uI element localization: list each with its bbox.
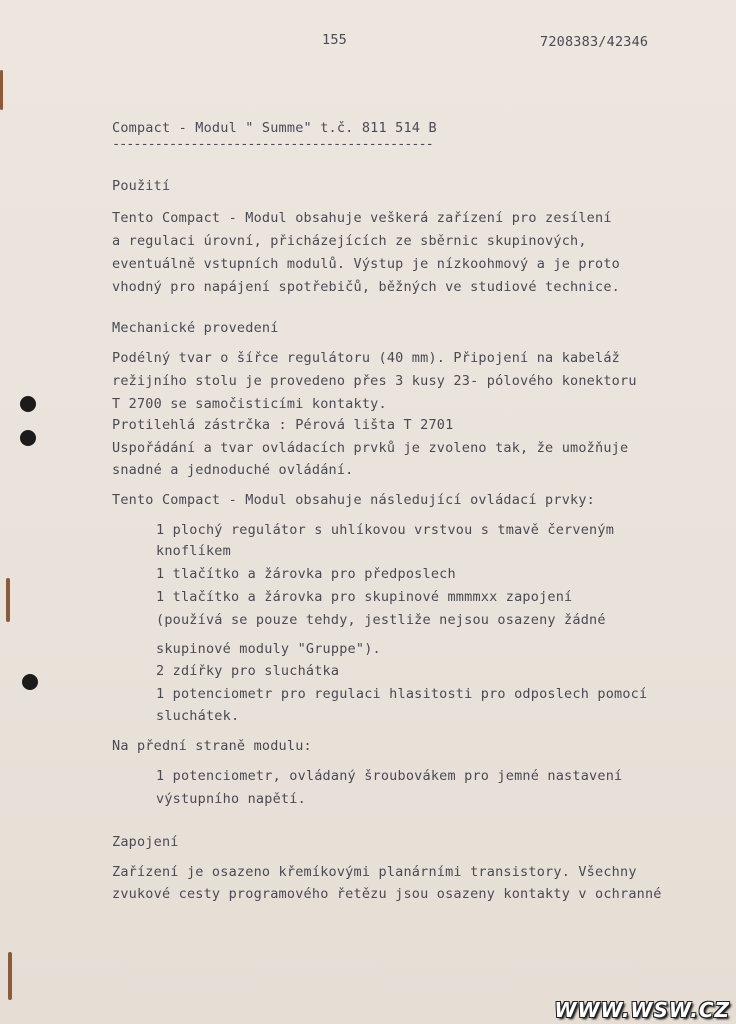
front-heading: Na přední straně modulu: (112, 738, 312, 754)
text-line: snadné a jednoduché ovládání. (112, 462, 354, 478)
list-item: 1 tlačítko a žárovka pro skupinové mmmmxx zapojení (156, 589, 573, 605)
list-item: skupinové moduly "Gruppe"). (156, 641, 381, 657)
punch-hole (20, 430, 36, 446)
text-line: Tento Compact - Modul obsahuje následující ovládací prvky: (112, 492, 596, 508)
page-number: 155 (322, 32, 347, 48)
text-line: režijního stolu je provedeno přes 3 kusy 23- pólového konektoru (112, 373, 637, 389)
text-line: eventuálně vstupních modulů. Výstup je nízkoohmový a je proto (112, 256, 620, 272)
section-heading-mechanicke: Mechanické provedení (112, 320, 279, 336)
section-heading-zapojeni: Zapojení (112, 834, 179, 850)
title-underline: --------------------------------------------- (112, 136, 433, 152)
document-number: 7208383/42346 (540, 34, 649, 50)
text-line: T 2700 se samočisticími kontakty. (112, 396, 387, 412)
text-line: a regulaci úrovní, přicházejících ze sběrnic skupinových, (112, 233, 587, 249)
text-line: Tento Compact - Modul obsahuje veškerá zařízení pro zesílení (112, 210, 612, 226)
list-item: 2 zdířky pro sluchátka (156, 663, 340, 679)
list-item: knoflíkem (156, 543, 231, 559)
staple (8, 952, 12, 1000)
document-title: Compact - Modul " Summe" t.č. 811 514 B (112, 120, 437, 136)
list-item: 1 potenciometr pro regulaci hlasitosti pro odposlech pomocí (156, 686, 648, 702)
punch-hole (22, 674, 38, 690)
text-line: zvukové cesty programového řetězu jsou osazeny kontakty v ochranné (112, 886, 662, 902)
list-item: (používá se pouze tehdy, jestliže nejsou osazeny žádné (156, 612, 606, 628)
section-heading-pouziti: Použití (112, 178, 171, 194)
staple (6, 578, 10, 622)
staple (0, 70, 3, 110)
list-item: 1 tlačítko a žárovka pro předposlech (156, 566, 456, 582)
list-item: 1 plochý regulátor s uhlíkovou vrstvou s tmavě červeným (156, 522, 615, 538)
text-line: Protilehlá zástrčka : Pérová lišta T 2701 (112, 417, 454, 433)
list-item: výstupního napětí. (156, 791, 306, 807)
text-line: Podélný tvar o šířce regulátoru (40 mm). Připojení na kabeláž (112, 350, 620, 366)
text-line: vhodný pro napájení spotřebičů, běžných ve studiové technice. (112, 279, 620, 295)
watermark: WWW.WSW.CZ (554, 998, 730, 1022)
list-item: 1 potenciometr, ovládaný šroubovákem pro jemné nastavení (156, 768, 623, 784)
text-line: Zařízení je osazeno křemíkovými planárními transistory. Všechny (112, 864, 637, 880)
text-line: Uspořádání a tvar ovládacích prvků je zvoleno tak, že umožňuje (112, 440, 629, 456)
punch-hole (20, 396, 36, 412)
list-item: sluchátek. (156, 708, 240, 724)
